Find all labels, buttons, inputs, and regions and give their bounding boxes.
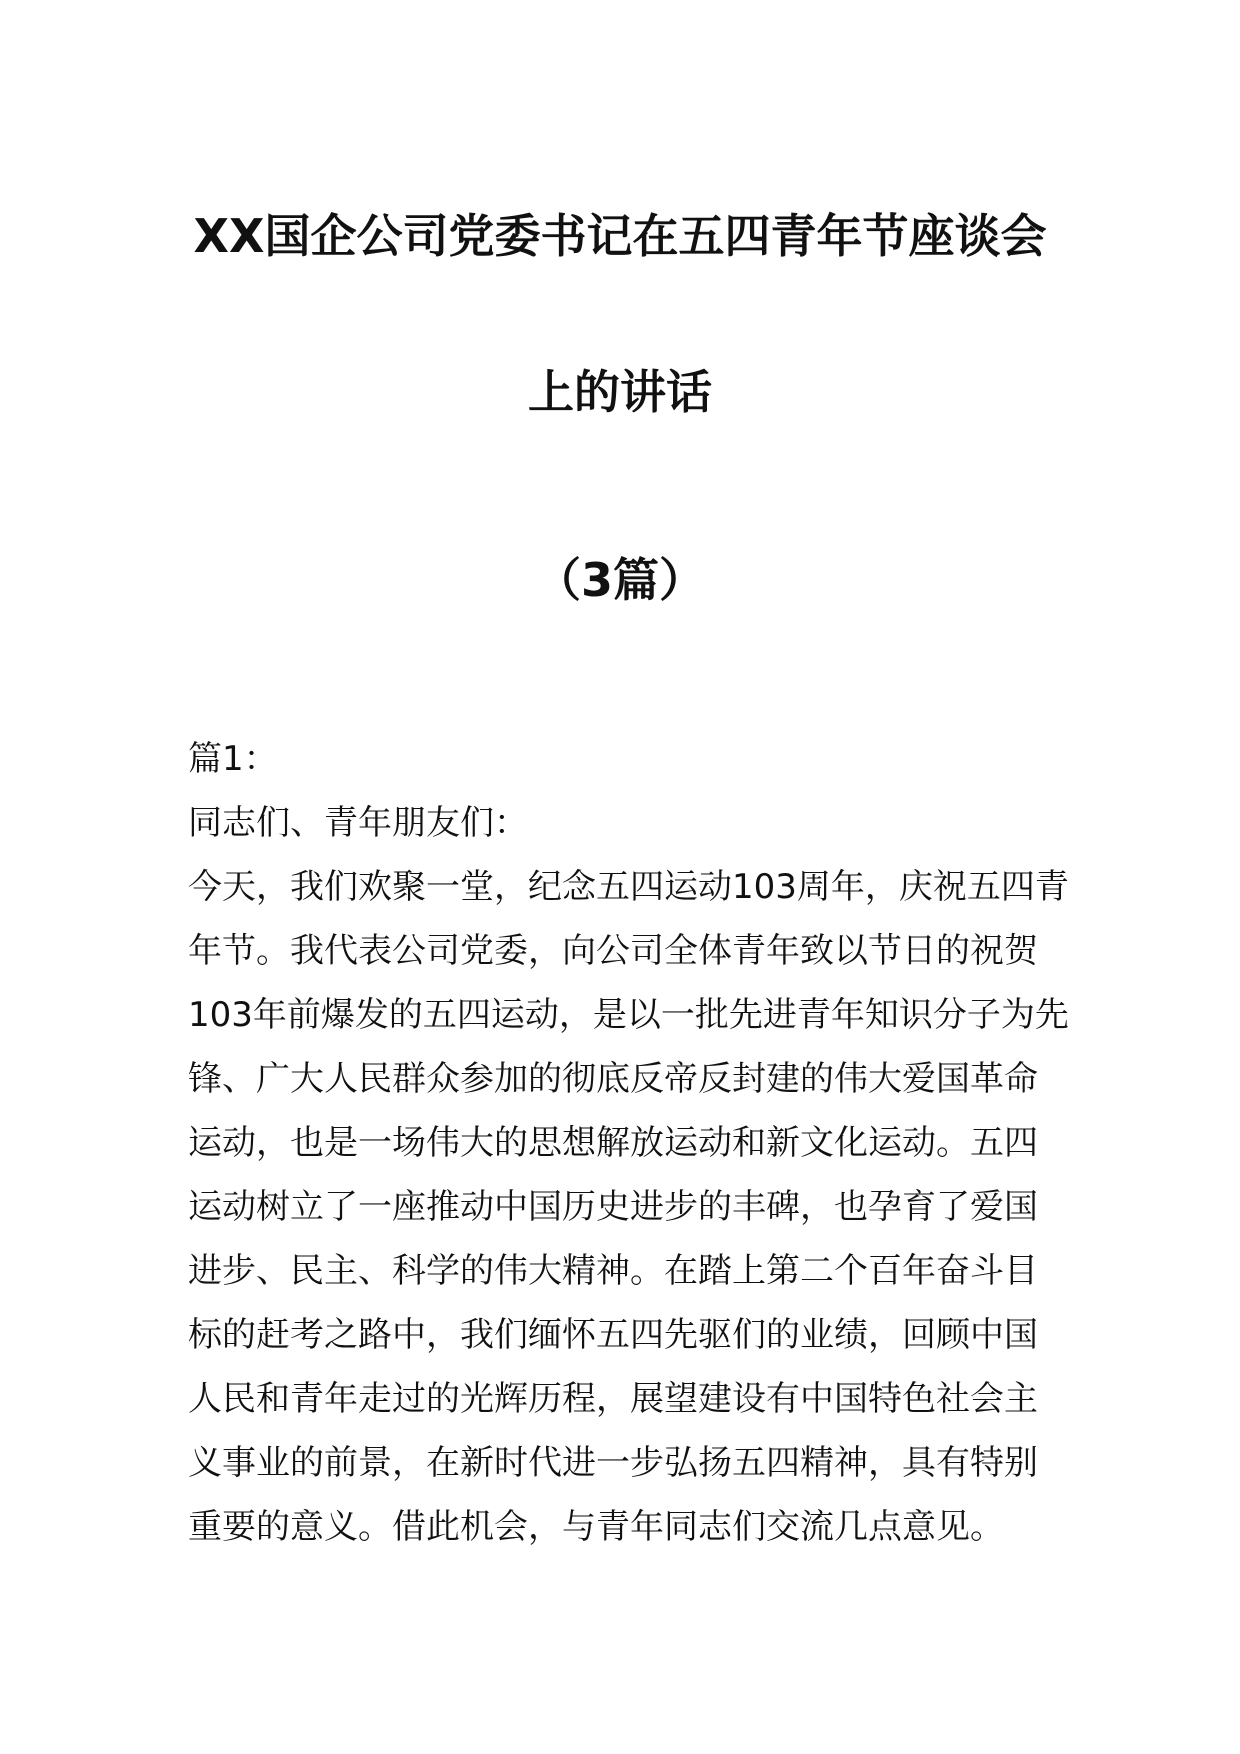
paragraph-line: 义事业的前景，在新时代进一步弘扬五四精神，具有特别 <box>188 1443 1038 1483</box>
paragraph-line: 标的赶考之路中，我们缅怀五四先驱们的业绩，回顾中国 <box>188 1315 1038 1355</box>
paragraph-line: 运动，也是一场伟大的思想解放运动和新文化运动。五四 <box>188 1123 1038 1163</box>
document-title-line-2: 上的讲话 <box>528 365 712 419</box>
paragraph-line: 今天，我们欢聚一堂，纪念五四运动103周年，庆祝五四青 <box>188 867 1069 907</box>
paragraph-line: 人民和青年走过的光辉历程，展望建设有中国特色社会主 <box>188 1379 1038 1419</box>
document-title-line-1: XX国企公司党委书记在五四青年节座谈会 <box>193 209 1047 263</box>
body-paragraph <box>188 855 1069 1559</box>
paragraph-line: 103年前爆发的五四运动，是以一批先进青年知识分子为先 <box>188 995 1069 1035</box>
section-label: 篇1： <box>188 739 278 779</box>
salutation: 同志们、青年朋友们： <box>188 803 528 843</box>
paragraph-line: 锋、广大人民群众参加的彻底反帝反封建的伟大爱国革命 <box>188 1059 1038 1099</box>
document-subtitle: （3篇） <box>534 553 705 607</box>
paragraph-line: 运动树立了一座推动中国历史进步的丰碑，也孕育了爱国 <box>188 1187 1038 1227</box>
paragraph-line: 重要的意义。借此机会，与青年同志们交流几点意见。 <box>188 1507 1004 1547</box>
paragraph-line: 年节。我代表公司党委，向公司全体青年致以节日的祝贺 <box>188 931 1038 971</box>
paragraph-line: 进步、民主、科学的伟大精神。在踏上第二个百年奋斗目 <box>188 1251 1038 1291</box>
